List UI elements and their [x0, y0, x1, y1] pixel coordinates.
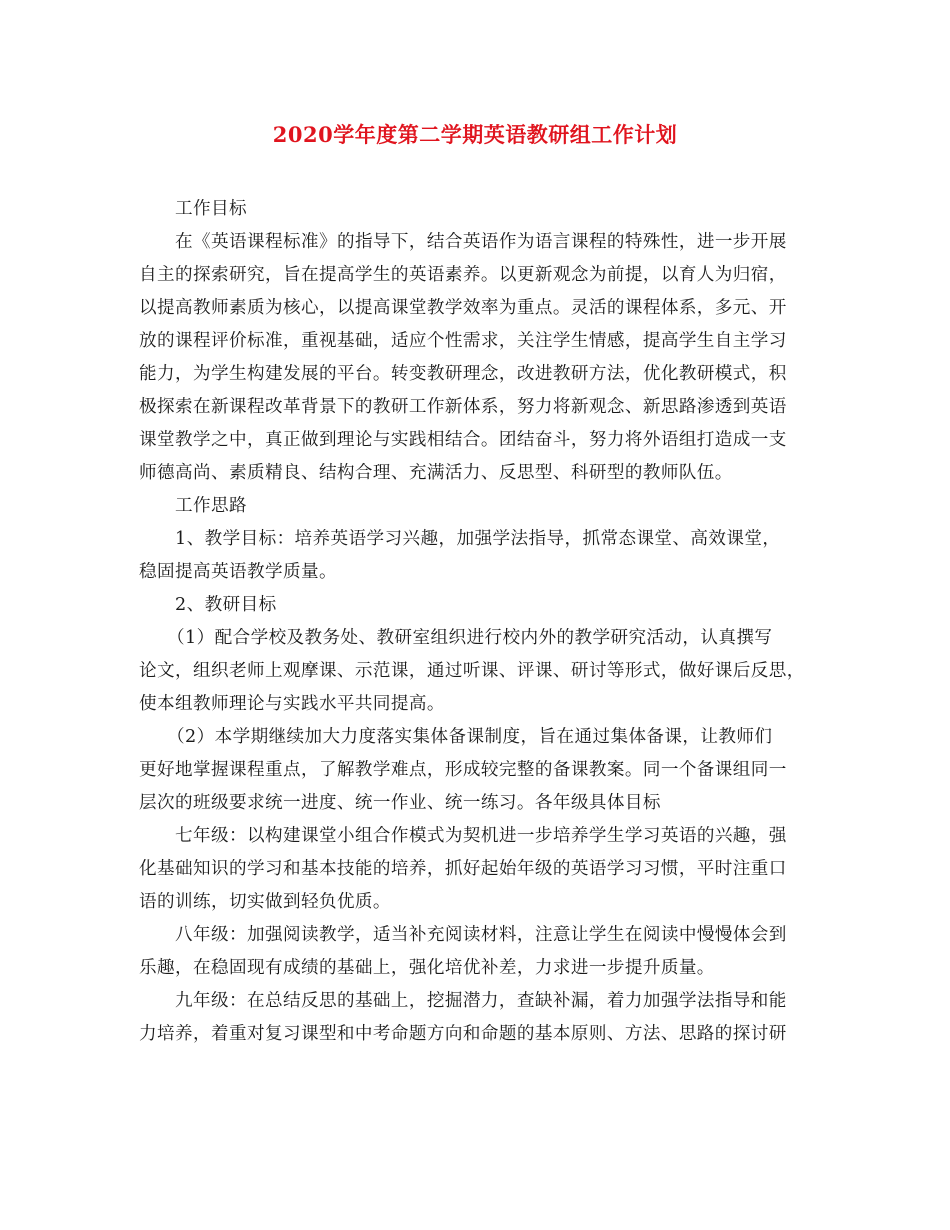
paragraph-line: 能力，为学生构建发展的平台。转变教研理念，改进教研方法，优化教研模式，积 [139, 364, 787, 384]
heading-work-goals: 工作目标 [175, 199, 247, 219]
paragraph-line: 使本组教师理论与实践水平共同提高。 [139, 694, 445, 714]
paragraph-line: （1）配合学校及教务处、教研室组织进行校内外的教学研究活动，认真撰写 [167, 628, 773, 648]
heading-work-approach: 工作思路 [175, 496, 247, 516]
paragraph-line: 自主的探索研究，旨在提高学生的英语素养。以更新观念为前提，以育人为归宿， [139, 265, 787, 285]
paragraph-line: 师德高尚、素质精良、结构合理、充满活力、反思型、科研型的教师队伍。 [139, 463, 733, 483]
paragraph-line: 课堂教学之中，真正做到理论与实践相结合。团结奋斗，努力将外语组打造成一支 [139, 430, 787, 450]
paragraph-line: 力培养，着重对复习课型和中考命题方向和命题的基本原则、方法、思路的探讨研 [139, 1024, 787, 1044]
paragraph-line: 八年级：加强阅读教学，适当补充阅读材料，注意让学生在阅读中慢慢体会到 [175, 925, 787, 945]
paragraph-line: 层次的班级要求统一进度、统一作业、统一练习。各年级具体目标 [139, 793, 661, 813]
paragraph-line: 化基础知识的学习和基本技能的培养，抓好起始年级的英语学习习惯，平时注重口 [139, 859, 787, 879]
paragraph-line: 更好地掌握课程重点，了解教学难点，形成较完整的备课教案。同一个备课组同一 [139, 760, 787, 780]
subheading-research-goals: 2、教研目标 [175, 595, 277, 615]
paragraph-line: 以提高教师素质为核心，以提高课堂教学效率为重点。灵活的课程体系，多元、开 [139, 298, 787, 318]
paragraph-line: 九年级：在总结反思的基础上，挖掘潜力，查缺补漏，着力加强学法指导和能 [175, 991, 787, 1011]
paragraph-line: 在《英语课程标准》的指导下，结合英语作为语言课程的特殊性，进一步开展 [175, 232, 787, 252]
paragraph-line: 语的训练，切实做到轻负优质。 [139, 892, 391, 912]
paragraph-line: （2）本学期继续加大力度落实集体备课制度，旨在通过集体备课，让教师们 [167, 727, 773, 747]
paragraph-line: 论文，组织老师上观摩课、示范课，通过听课、评课、研讨等形式，做好课后反思， [139, 661, 805, 681]
paragraph-line: 极探索在新课程改革背景下的教研工作新体系，努力将新观念、新思路渗透到英语 [139, 397, 787, 417]
paragraph-line: 乐趣，在稳固现有成绩的基础上，强化培优补差，力求进一步提升质量。 [139, 958, 715, 978]
paragraph-line: 1、教学目标：培养英语学习兴趣，加强学法指导，抓常态课堂、高效课堂， [175, 529, 781, 549]
paragraph-line: 稳固提高英语教学质量。 [139, 562, 337, 582]
paragraph-line: 七年级：以构建课堂小组合作模式为契机进一步培养学生学习英语的兴趣，强 [175, 826, 787, 846]
paragraph-line: 放的课程评价标准，重视基础，适应个性需求，关注学生情感，提高学生自主学习 [139, 331, 787, 351]
document-title: 2020学年度第二学期英语教研组工作计划 [272, 122, 678, 147]
